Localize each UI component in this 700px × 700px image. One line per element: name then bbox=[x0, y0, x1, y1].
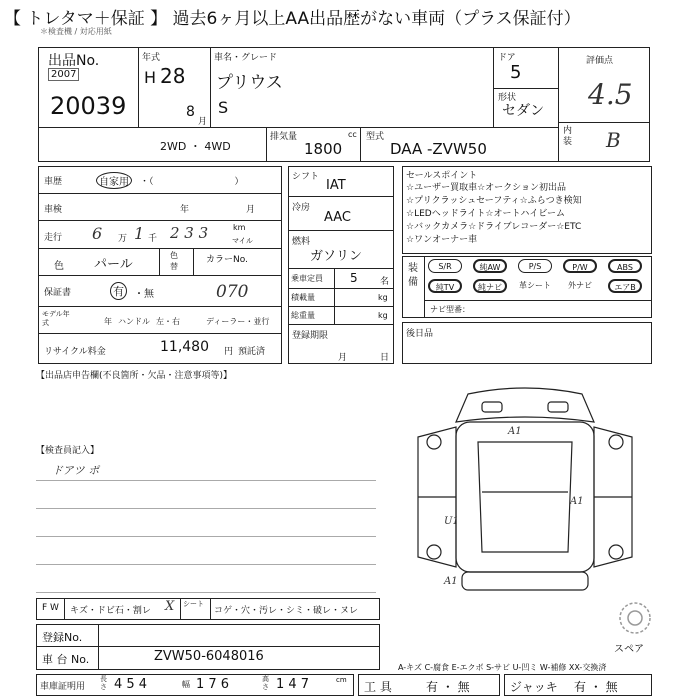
interior-label: 内装 bbox=[563, 126, 573, 147]
warranty-yes: 有 bbox=[110, 282, 127, 300]
recycle-value: 11,480 bbox=[160, 339, 209, 355]
certificate-label: 車庫証明用 bbox=[40, 682, 86, 692]
fuel-label: 燃料 bbox=[292, 237, 311, 247]
damage-legend: A-キズ C-腐食 E-エクボ S-サビ U-凹ミ W-補修 XX-交換済 bbox=[398, 663, 607, 672]
recycle-unit: 円 bbox=[224, 347, 234, 357]
damage-mark-right: A1 bbox=[570, 496, 584, 507]
equip-ext-navi: 外ナビ bbox=[568, 281, 592, 290]
recycle-label: リサイクル料金 bbox=[44, 347, 106, 357]
sales-point-5: ☆ワンオーナー車 bbox=[406, 235, 478, 245]
damage-mark-front: A1 bbox=[444, 576, 458, 587]
lot-number: 20039 bbox=[50, 92, 127, 120]
car-roof-outline bbox=[456, 388, 594, 422]
color-code-label: カラーNo. bbox=[206, 255, 248, 265]
jack-label: ジャッキ bbox=[510, 680, 558, 694]
reg-deadline-label: 登録期限 bbox=[292, 331, 329, 341]
ac-value: AAC bbox=[324, 210, 351, 225]
chassis-label: 車 台 No. bbox=[42, 653, 90, 666]
fuel-value: ガソリン bbox=[310, 249, 363, 264]
history-rest: ・（ ） bbox=[140, 177, 244, 187]
sales-point-3: ☆LEDヘッドライト☆オートハイビーム bbox=[406, 209, 565, 219]
mileage-man-unit: 万 bbox=[118, 234, 128, 244]
inspector-notes-label: 【検査員記入】 bbox=[36, 446, 100, 456]
year-month-unit: 月 bbox=[198, 117, 208, 127]
doors-label: ドア bbox=[498, 53, 516, 63]
year-month: 8 bbox=[186, 104, 195, 120]
exhibitor-notes-label: 【出品店申告欄(不良箇所・欠品・注意事項等)】 bbox=[36, 371, 233, 381]
rear-input-box bbox=[402, 322, 652, 364]
inspection-month-unit: 月 bbox=[246, 205, 256, 215]
jack-value: 有 ・ 無 bbox=[574, 680, 618, 694]
wheel-front-left bbox=[427, 435, 441, 449]
year-value: 28 bbox=[160, 64, 186, 88]
load-unit: kg bbox=[378, 293, 388, 302]
warranty-no: ・無 bbox=[134, 289, 154, 300]
chassis-value: ZVW50-6048016 bbox=[154, 649, 264, 664]
fw-text: キズ・ドビ石・割レ bbox=[70, 606, 151, 616]
damage-mark-left: U1 bbox=[444, 516, 459, 527]
equip-ps: P/S bbox=[518, 259, 552, 273]
fw-mark: X bbox=[165, 599, 175, 614]
capacity-value: 5 bbox=[350, 271, 358, 285]
wheel-front-right bbox=[609, 435, 623, 449]
equip-tv: 純TV bbox=[428, 279, 462, 293]
color-value: パール bbox=[94, 257, 133, 272]
displacement-value: 1800 bbox=[304, 140, 343, 158]
capacity-unit: 名 bbox=[380, 277, 390, 287]
color-label: 色 bbox=[54, 261, 64, 272]
info-table bbox=[38, 166, 282, 364]
tools-value: 有 ・ 無 bbox=[426, 680, 470, 694]
capacity-label: 乗車定員 bbox=[291, 274, 323, 283]
car-name: プリウス bbox=[216, 73, 283, 93]
shift-label: シフト bbox=[292, 172, 320, 182]
equipment-label: 装備 bbox=[408, 263, 418, 288]
dimension-unit: cm bbox=[336, 676, 347, 684]
lot-label: 出品No. bbox=[48, 53, 100, 69]
ac-label: 冷房 bbox=[292, 203, 311, 213]
car-front-bumper bbox=[462, 572, 588, 590]
mileage-sen: 1 bbox=[134, 224, 145, 243]
year-label: 年式 bbox=[142, 53, 161, 63]
displacement-label: 排気量 bbox=[270, 132, 298, 142]
gross-label: 総重量 bbox=[291, 311, 315, 320]
navi-model-label: ナビ型番： bbox=[430, 305, 470, 314]
gross-unit: kg bbox=[378, 311, 388, 320]
model-year-unit: 年 bbox=[104, 317, 112, 326]
mileage-unit-km: km bbox=[233, 223, 246, 232]
reg-deadline-month: 月 bbox=[338, 353, 348, 363]
color-change-label: 色替 bbox=[170, 251, 178, 271]
type-value: DAA -ZVW50 bbox=[390, 140, 487, 158]
mileage-sen-unit: 千 bbox=[148, 234, 158, 244]
history-label: 車歴 bbox=[44, 177, 63, 187]
interior-value: B bbox=[606, 128, 621, 152]
handle-label: ハンドル bbox=[118, 317, 150, 326]
width-label: 幅 bbox=[182, 680, 190, 689]
height-label: 高さ bbox=[262, 675, 269, 691]
car-name-label: 車名・グレード bbox=[214, 53, 278, 63]
fw-label: F W bbox=[42, 603, 59, 613]
length-label: 長さ bbox=[100, 675, 107, 691]
inspection-year-unit: 年 bbox=[180, 205, 190, 215]
warranty-label: 保証書 bbox=[44, 288, 72, 298]
mileage-man: 6 bbox=[92, 224, 103, 243]
height-value: 1 4 7 bbox=[276, 677, 310, 692]
wheel-rear-right bbox=[609, 545, 623, 559]
mileage-unit-mile: マイル bbox=[232, 237, 253, 245]
mileage-rest: 2 3 3 bbox=[170, 224, 209, 242]
history-value: 自家用 bbox=[96, 172, 132, 189]
top-clip-text: ＊検査機 / 対応用紙 bbox=[40, 27, 112, 36]
sales-point-1: ☆ユーザー買取車☆オークション初出品 bbox=[406, 183, 566, 193]
car-damage-diagram bbox=[398, 382, 652, 602]
sales-point-4: ☆バックカメラ☆ドライブレコーダー☆ETC bbox=[406, 222, 582, 232]
car-grade: S bbox=[218, 98, 229, 117]
equip-leather: 革シート bbox=[519, 281, 551, 290]
score-value: 4.5 bbox=[588, 78, 633, 111]
equip-navi: 純ナビ bbox=[473, 279, 507, 293]
length-value: 4 5 4 bbox=[114, 677, 148, 692]
equip-alloy-wheel: 純AW bbox=[473, 259, 507, 273]
inspector-note-hand: ドアツ ポ bbox=[52, 464, 100, 477]
handle-lr: 左・右 bbox=[156, 317, 180, 326]
fw-seat-label: シート bbox=[183, 600, 204, 608]
inspection-label: 車検 bbox=[44, 205, 63, 215]
model-year-label: モデル年式 bbox=[42, 310, 70, 327]
spare-label: スペア bbox=[614, 644, 644, 655]
fw-seat-text: コゲ・穴・汚レ・シミ・破レ・ヌレ bbox=[214, 606, 359, 616]
equip-pw: P/W bbox=[563, 259, 597, 273]
type-label: 型式 bbox=[366, 132, 385, 142]
body-label: 形状 bbox=[498, 93, 517, 103]
lot-stamp: 2007 bbox=[48, 68, 79, 81]
year-era: H bbox=[144, 68, 157, 87]
color-code-value: 070 bbox=[216, 282, 249, 302]
sales-point-2: ☆プリクラッシュセーフティ☆ふらつき検知 bbox=[406, 196, 582, 206]
equip-airbag: エアB bbox=[608, 279, 642, 293]
damage-mark-roof: A1 bbox=[508, 426, 522, 437]
recycle-note: 預託済 bbox=[238, 347, 266, 357]
shift-value: IAT bbox=[326, 178, 346, 193]
spare-tire-icon bbox=[617, 600, 653, 636]
reg-deadline-day: 日 bbox=[380, 353, 390, 363]
car-hood-outline bbox=[478, 442, 572, 552]
displacement-unit: cc bbox=[348, 130, 357, 139]
reg-no-label: 登録No. bbox=[42, 631, 83, 644]
mileage-label: 走行 bbox=[44, 233, 63, 243]
wheel-rear-left bbox=[427, 545, 441, 559]
equip-abs: ABS bbox=[608, 259, 642, 273]
doors-value: 5 bbox=[510, 62, 522, 83]
equip-sr: S/R bbox=[428, 259, 462, 273]
drive-type: 2WD ・ 4WD bbox=[160, 140, 231, 153]
dealer-label: ディーラー・並行 bbox=[206, 317, 270, 326]
banner-title: 【 トレタマ＋保証 】 過去6ヶ月以上AA出品歴がない車両（プラス保証付） bbox=[4, 9, 581, 29]
sales-points-title: セールスポイント bbox=[406, 171, 478, 181]
rear-input-label: 後日品 bbox=[406, 329, 434, 339]
body-value: セダン bbox=[502, 103, 545, 119]
tools-label: 工 具 bbox=[364, 680, 392, 694]
score-label: 評価点 bbox=[586, 56, 614, 66]
width-value: 1 7 6 bbox=[196, 677, 230, 692]
load-label: 積載量 bbox=[291, 293, 315, 302]
